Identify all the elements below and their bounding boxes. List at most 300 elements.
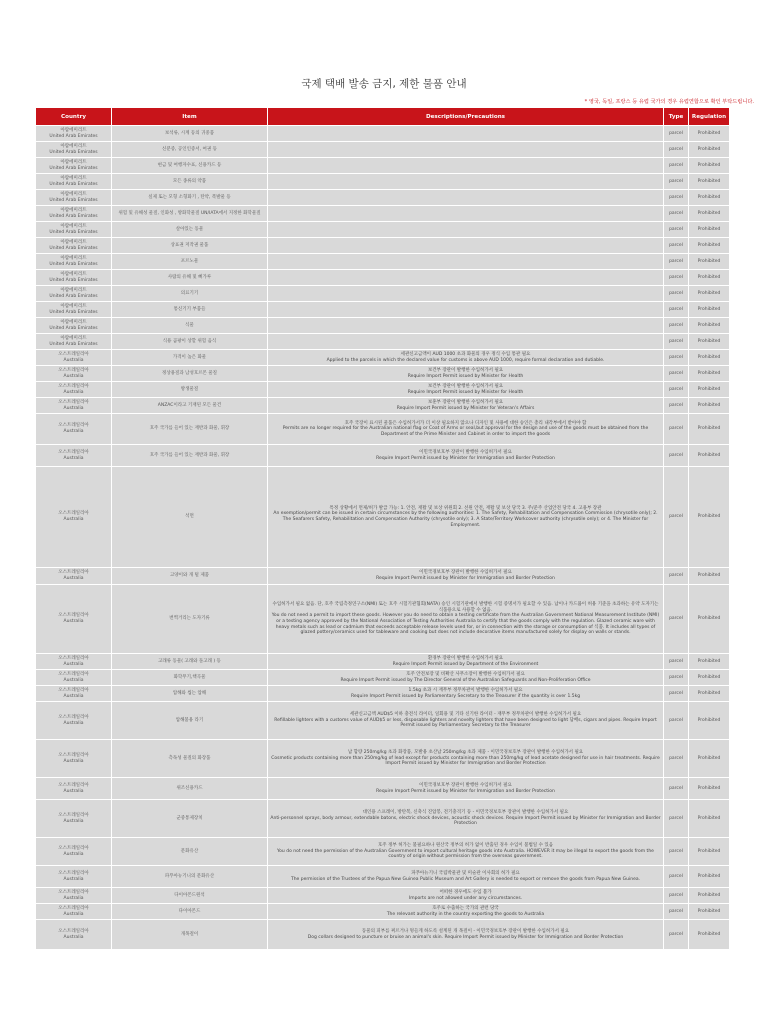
type-cell: parcel (664, 686, 688, 701)
country-cell (36, 686, 111, 701)
description-cell (268, 888, 663, 903)
country-english: Australia (63, 455, 84, 461)
table-row (36, 398, 729, 413)
type-cell: parcel (664, 467, 688, 567)
country-english: Australia (63, 357, 84, 363)
item-cell: 정상용질과 남성호르몬 물질 (112, 366, 267, 381)
country-cell (36, 318, 111, 333)
regulation-cell: Prohibited (689, 206, 729, 221)
description-cell (268, 445, 663, 466)
country-cell (36, 568, 111, 584)
description-english: An exemption/permit can be issued in certain circumstances by the following authorities: 1. The Safety, Rehabilitation and Compensation Commission (chrysotile only); 2. The Seafarers Safety, Rehabilitation and Compensation Authority (chrysotile only); 3. A State/Territory Workcover authority (chrysotile only); or 4. The Minister for Employment. (273, 511, 658, 528)
table-header-row (36, 108, 729, 125)
country-english: United Arab Emirates (49, 165, 98, 171)
country-english: United Arab Emirates (49, 245, 98, 251)
country-korean: 오스트레일리아 (58, 671, 89, 677)
description-korean: 호주 안전보장 및 비확산 사무소장이 발행한 수입허가서 필요 (406, 671, 525, 677)
country-korean: 오스트레일리아 (58, 889, 89, 895)
description-english: Require Import Permit issued by Department of the Environment (392, 661, 539, 667)
country-english: Australia (63, 693, 84, 699)
description-korean: 세관신고금액이 AUD 1000 초과 화물의 경우 정식 수입 통관 필요 (400, 351, 531, 357)
country-english: Australia (63, 720, 84, 726)
type-cell: parcel (664, 800, 688, 837)
description-english: Require Import Permit issued by Parliamentary Secretary to the Treasurer if the quantity is over 1.5kg (350, 693, 581, 699)
item-cell: ANZAC이라고 기재된 모든 물건 (112, 398, 267, 413)
country-english: Australia (63, 876, 84, 882)
item-cell: 문화유산 (112, 838, 267, 865)
description-korean: 1.5kg 초과 시 재무부 정무차관이 발행한 수입허가서 필요 (408, 687, 523, 693)
description-english: Require Import Permit issued by Minister for Immigration and Border Protection (376, 455, 555, 461)
item-cell: 번쩍거리는 도자기류 (112, 585, 267, 653)
description-english: Require Import Permit issued by Minister for Veteran's Affairs (396, 405, 535, 411)
description-english: You do not need a permit to import these goods. However you do need to obtain a testing certificate from the Australian Government National Measurement Institute (NMI) or a testing agency approved by the National Association of Testing Authorities Australia to certify that the goods comply with the regulation. Glazed ceramic ware with heavy metals such as lead or cadmium that exceeds acceptable release levels used for, or in connection with the storage or consumption of 식품. It includes all types of glazed pottery/ceramics used for tableware and cooking but does not include decorative items manufactured solely for display on walls or stands. (271, 613, 660, 636)
table-row (36, 270, 729, 285)
description-cell (268, 126, 663, 141)
item-cell: 측독성 물질의 화장품 (112, 740, 267, 777)
description-english: Require Import Permit issued by Minister for Immigration and Border Protection (376, 788, 555, 794)
country-english: Australia (63, 788, 84, 794)
description-cell (268, 350, 663, 365)
country-english: United Arab Emirates (49, 293, 98, 299)
type-cell: parcel (664, 398, 688, 413)
regulation-cell: Prohibited (689, 740, 729, 777)
regulation-cell: Prohibited (689, 158, 729, 173)
item-cell: 고양이와 개 털 제품 (112, 568, 267, 584)
country-cell (36, 778, 111, 799)
description-cell (268, 334, 663, 349)
country-korean: 오스트레일리아 (58, 423, 89, 429)
regulation-cell: Prohibited (689, 568, 729, 584)
country-korean: 아랍에미리트 (60, 319, 87, 325)
table-row (36, 190, 729, 205)
country-cell (36, 740, 111, 777)
regulation-cell: Prohibited (689, 702, 729, 739)
description-english: Imports are not allowed under any circumstances. (408, 895, 523, 901)
column-header-country: Country (36, 108, 111, 125)
item-cell: 신분증, 공인인증서, 여권 등 (112, 142, 267, 157)
table-body (36, 126, 729, 949)
country-cell (36, 190, 111, 205)
regulation-cell: Prohibited (689, 778, 729, 799)
item-cell: 방생물질 (112, 382, 267, 397)
item-cell: 개목걸이 (112, 920, 267, 949)
country-cell (36, 670, 111, 685)
description-cell (268, 740, 663, 777)
country-english: United Arab Emirates (49, 325, 98, 331)
item-cell: 통신기기 부품들 (112, 302, 267, 317)
description-english: Require Import Permit issued by Minister for Immigration and Border Protection (376, 576, 555, 581)
item-cell: 가격이 높은 화물 (112, 350, 267, 365)
description-cell (268, 286, 663, 301)
country-english: Australia (63, 818, 84, 824)
item-cell: 호주 국가를 들어 있는 재반과 화물, 휘장 (112, 414, 267, 444)
type-cell: parcel (664, 334, 688, 349)
description-korean: 대인용 스프레이, 방탄복, 신축식 진압봉, 전기충격기 등 - 이민국경보호부 장관이 발행한 수입허가서 필요 (362, 810, 569, 816)
type-cell: parcel (664, 366, 688, 381)
country-korean: 오스트레일리아 (58, 351, 89, 357)
description-english: Require Import Permit issued by Minister for Health (407, 389, 524, 395)
country-korean: 오스트레일리아 (58, 613, 89, 619)
item-cell: 고래류 동물( 고래와 돌고래 ) 등 (112, 654, 267, 669)
regulation-cell: Prohibited (689, 350, 729, 365)
description-cell (268, 702, 663, 739)
description-english: You do not need the permission of the Australian Government to import cultural heritage goods into Australia. HOWEVER it may be illegal to export the goods from the country of origin without permission from the overseas government. (277, 848, 654, 860)
table-row (36, 800, 729, 837)
table-row (36, 158, 729, 173)
type-cell: parcel (664, 286, 688, 301)
description-english: Cosmetic products containing more than 250mg/kg of lead except for products containing more than 250mg/kg of lead acetate designed for use in hair treatments. Require Import Permit issued by Minister for Immigration and Border Protection (271, 755, 660, 767)
description-cell (268, 366, 663, 381)
regulation-cell: Prohibited (689, 888, 729, 903)
country-cell (36, 904, 111, 919)
description-korean: 어떠한 경우에도 수입 불가 (439, 889, 492, 895)
item-cell: 식물 (112, 318, 267, 333)
table-row (36, 740, 729, 777)
regulation-cell: Prohibited (689, 270, 729, 285)
description-cell (268, 382, 663, 397)
country-english: United Arab Emirates (49, 229, 98, 235)
country-cell (36, 366, 111, 381)
description-korean: 세관신고금액 AUD$5 이하 충전식 라이터, 일회용 및 기타 신기한 라이터 - 재무부 정무차관이 발행한 수입허가서 필요 (349, 712, 582, 718)
description-cell (268, 654, 663, 669)
regulation-cell: Prohibited (689, 254, 729, 269)
country-cell (36, 445, 111, 466)
table-row (36, 142, 729, 157)
type-cell: parcel (664, 670, 688, 685)
country-cell (36, 585, 111, 653)
country-cell (36, 920, 111, 949)
description-cell (268, 568, 663, 584)
country-english: Australia (63, 517, 84, 522)
item-cell: 보석류, 시계 등의 귀중품 (112, 126, 267, 141)
country-korean: 오스트레일리아 (58, 870, 89, 876)
column-header-type: Type (664, 108, 688, 125)
country-korean: 아랍에미리트 (60, 207, 87, 213)
item-cell: 위험 및 유해성 물질, 인화성 , 방화학물질 UN/IATA에서 지정한 화학물질 (112, 206, 267, 221)
description-korean: 이민국경보호부 장관이 발행한 수입허가서 필요 (419, 782, 512, 788)
table-row (36, 238, 729, 253)
type-cell: parcel (664, 254, 688, 269)
table-row (36, 174, 729, 189)
item-cell: 살아있는 동물 (112, 222, 267, 237)
country-korean: 오스트레일리아 (58, 928, 89, 934)
item-cell: 호주 국가를 들어 있는 재반과 화물, 휘장 (112, 445, 267, 466)
country-english: Australia (63, 429, 84, 434)
country-cell (36, 382, 111, 397)
table-row (36, 838, 729, 865)
description-cell (268, 254, 663, 269)
type-cell: parcel (664, 568, 688, 584)
regulation-cell: Prohibited (689, 398, 729, 413)
description-cell (268, 142, 663, 157)
type-cell: parcel (664, 222, 688, 237)
country-korean: 아랍에미리트 (60, 159, 87, 165)
country-english: United Arab Emirates (49, 341, 98, 347)
country-korean: 오스트레일리아 (58, 511, 89, 517)
country-english: Australia (63, 911, 84, 917)
description-cell (268, 398, 663, 413)
description-english: Require Import Permit issued by The Director General of the Australian Safeguards and Non-Proliferation Office (340, 677, 591, 683)
country-english: United Arab Emirates (49, 181, 98, 187)
country-korean: 오스트레일리아 (58, 845, 89, 851)
country-cell (36, 888, 111, 903)
country-cell (36, 254, 111, 269)
country-cell (36, 702, 111, 739)
country-english: Australia (63, 389, 84, 395)
type-cell: parcel (664, 702, 688, 739)
description-cell (268, 920, 663, 949)
item-cell: 상표권 저작권 물품 (112, 238, 267, 253)
type-cell: parcel (664, 302, 688, 317)
regulation-cell: Prohibited (689, 670, 729, 685)
table-row (36, 686, 729, 701)
regulation-cell: Prohibited (689, 286, 729, 301)
country-cell (36, 350, 111, 365)
description-cell (268, 467, 663, 567)
type-cell: parcel (664, 414, 688, 444)
country-korean: 아랍에미리트 (60, 255, 87, 261)
type-cell: parcel (664, 318, 688, 333)
regulation-cell: Prohibited (689, 126, 729, 141)
country-english: United Arab Emirates (49, 197, 98, 203)
country-korean: 아랍에미리트 (60, 335, 87, 341)
regulation-cell: Prohibited (689, 414, 729, 444)
table-row (36, 670, 729, 685)
regulation-cell: Prohibited (689, 142, 729, 157)
country-note: * 영국, 독일, 프랑스 등 유럽 국가의 경우 유럽연합으로 확인 부탁드립니다. (584, 99, 754, 105)
country-korean: 오스트레일리아 (58, 905, 89, 911)
description-english: Permits are no longer required for the Australian national flag or Coat of Arms or seal,but approval for the design and use of the goods must be obtained from the Department of the Prime Minister and Cabinet in order to import the goods (282, 426, 649, 437)
country-cell (36, 286, 111, 301)
table-row (36, 366, 729, 381)
item-cell: 현금 및 여행자수표, 신용카드 등 (112, 158, 267, 173)
item-cell: 화학무기,핵곡물 (112, 670, 267, 685)
country-korean: 오스트레일리아 (58, 399, 89, 405)
type-cell: parcel (664, 838, 688, 865)
description-cell (268, 904, 663, 919)
table-row (36, 654, 729, 669)
country-english: Australia (63, 934, 84, 940)
country-english: United Arab Emirates (49, 213, 98, 219)
description-english: The relevant authority in the country exporting the goods to Australia (386, 911, 545, 917)
table-row (36, 888, 729, 903)
description-korean: 특정 상황에서 면제/허가 발급 가능: 1. 안전, 재활 및 보상 위원회 2. 선원 안전, 재활 및 보상 당국 3. 주/준주 산업안전 당국 4. 고용부 장관 (329, 505, 602, 511)
country-english: Australia (63, 661, 84, 667)
country-cell (36, 414, 111, 444)
table-row (36, 568, 729, 584)
regulation-cell: Prohibited (689, 302, 729, 317)
country-cell (36, 467, 111, 567)
country-korean: 오스트레일리아 (58, 782, 89, 788)
type-cell: parcel (664, 206, 688, 221)
type-cell: parcel (664, 904, 688, 919)
description-cell (268, 302, 663, 317)
type-cell: parcel (664, 585, 688, 653)
country-korean: 아랍에미리트 (60, 127, 87, 133)
item-cell: 의료기기 (112, 286, 267, 301)
description-korean: 호주 국장이 표시된 물품은 수입허가서가 더 이상 필요하지 않으나 디자인 및 사용에 대한 승인은 총리 내각부에서 받아야 함 (344, 420, 587, 426)
regulation-cell: Prohibited (689, 238, 729, 253)
table-row (36, 702, 729, 739)
type-cell: parcel (664, 778, 688, 799)
description-cell (268, 238, 663, 253)
table-row (36, 920, 729, 949)
type-cell: parcel (664, 920, 688, 949)
description-cell (268, 686, 663, 701)
country-cell (36, 838, 111, 865)
country-korean: 아랍에미리트 (60, 191, 87, 197)
description-korean: 호주로 수출하는 국가의 관련 당국 (432, 905, 499, 911)
country-korean: 아랍에미리트 (60, 271, 87, 277)
description-english: The permission of the Trustees of the Papua New Guinea Public Museum and Art Gallery is needed to export or remove the goods from Papua New Guinea. (290, 876, 641, 882)
country-english: Australia (63, 677, 84, 683)
table-row (36, 904, 729, 919)
description-cell (268, 158, 663, 173)
table-row (36, 445, 729, 466)
type-cell: parcel (664, 142, 688, 157)
restrictions-table (35, 107, 730, 950)
country-cell (36, 126, 111, 141)
country-cell (36, 334, 111, 349)
item-cell: 파푸아뉴기니의 문화유산 (112, 866, 267, 887)
description-cell (268, 174, 663, 189)
type-cell: parcel (664, 238, 688, 253)
country-cell (36, 142, 111, 157)
column-header-regulation: Regulation (689, 108, 729, 125)
item-cell: 다이아몬드 (112, 904, 267, 919)
country-english: Australia (63, 895, 84, 901)
item-cell: 포르노물 (112, 254, 267, 269)
description-english: Dog collars designed to puncture or bruise an animal's skin. Require Import Permit issued by Minister for Immigration and Border Protection (307, 934, 624, 940)
table-row (36, 585, 729, 653)
description-cell (268, 838, 663, 865)
description-cell (268, 866, 663, 887)
description-cell (268, 778, 663, 799)
item-cell: 식용 곰팡이 상할 위험 음식 (112, 334, 267, 349)
type-cell: parcel (664, 445, 688, 466)
regulation-cell: Prohibited (689, 445, 729, 466)
description-korean: 동물의 피부를 찌르거나 멍들게 하도록 설계된 개 목걸이 - 이민국경보호부 장관이 발행한 수입허가서 필요 (361, 928, 570, 934)
description-korean: 이민국경보호부 장관이 발행한 수입허가서 필요 (419, 449, 512, 455)
table-row (36, 206, 729, 221)
regulation-cell: Prohibited (689, 190, 729, 205)
country-english: Australia (63, 576, 84, 581)
column-header-descriptions: Descriptions/Precautions (268, 108, 663, 125)
description-korean: 보훈부 장관이 발행한 수입허가서 필요 (427, 399, 504, 405)
country-english: United Arab Emirates (49, 133, 98, 139)
description-cell (268, 190, 663, 205)
description-korean: 호주 정부 허가는 불필요하나 원산국 정부의 허가 없이 반출된 경우 수입이 불법일 수 있음 (377, 843, 554, 849)
country-cell (36, 866, 111, 887)
item-cell: 사람의 유해 및 뼈가루 (112, 270, 267, 285)
country-cell (36, 238, 111, 253)
regulation-cell: Prohibited (689, 686, 729, 701)
description-korean: 납 함량 250mg/kg 초과 화장품, 모발용 초산납 250mg/kg 초과 제품 - 이민국경보호부 장관이 발행한 수입허가서 필요 (347, 750, 584, 756)
item-cell: 실제 또는 모형 소형화기 , 탄약, 폭발물 등 (112, 190, 267, 205)
table-row (36, 414, 729, 444)
item-cell: 모든 종류의 약품 (112, 174, 267, 189)
table-row (36, 302, 729, 317)
country-korean: 오스트레일리아 (58, 449, 89, 455)
description-english: Refillable lighters with a customs value of AUD$5 or less, disposable lighters and novelty lighters that have been designed to light 담배s, cigars and pipes. Require Import Permit issued by Parliamentary Secretary to the Treasurer (274, 717, 657, 729)
country-korean: 아랍에미리트 (60, 175, 87, 181)
country-cell (36, 158, 111, 173)
regulation-cell: Prohibited (689, 467, 729, 567)
description-cell (268, 206, 663, 221)
country-english: Australia (63, 758, 84, 764)
country-korean: 오스트레일리아 (58, 752, 89, 758)
country-korean: 아랍에미리트 (60, 239, 87, 245)
type-cell: parcel (664, 158, 688, 173)
item-cell: 석면 (112, 467, 267, 567)
item-cell: 위조신용카드 (112, 778, 267, 799)
description-english: Applied to the parcels in which the declared value for customs is above AUD 1000, require formal declaration and dutiable. (326, 357, 605, 363)
country-english: Australia (63, 373, 84, 379)
description-cell (268, 800, 663, 837)
type-cell: parcel (664, 350, 688, 365)
regulation-cell: Prohibited (689, 382, 729, 397)
table-row (36, 286, 729, 301)
table-row (36, 222, 729, 237)
country-cell (36, 302, 111, 317)
description-english: Require Import Permit issued by Minister for Health (407, 373, 524, 379)
regulation-cell: Prohibited (689, 800, 729, 837)
description-cell (268, 318, 663, 333)
description-korean: 이민국경보호부 장관이 발행한 수입허가서 필요 (419, 570, 512, 576)
description-cell (268, 414, 663, 444)
table-row (36, 334, 729, 349)
country-korean: 오스트레일리아 (58, 570, 89, 576)
country-english: Australia (63, 619, 84, 624)
table-row (36, 382, 729, 397)
item-cell: 다이아몬드원석 (112, 888, 267, 903)
table-row (36, 866, 729, 887)
country-korean: 아랍에미리트 (60, 287, 87, 293)
regulation-cell: Prohibited (689, 222, 729, 237)
country-cell (36, 206, 111, 221)
country-korean: 오스트레일리아 (58, 367, 89, 373)
country-english: United Arab Emirates (49, 149, 98, 155)
description-korean: 파푸아뉴기니 국립박물관 및 미술관 이사회의 허가 필요 (411, 870, 520, 876)
country-cell (36, 654, 111, 669)
description-cell (268, 270, 663, 285)
country-korean: 아랍에미리트 (60, 223, 87, 229)
regulation-cell: Prohibited (689, 318, 729, 333)
table-row (36, 467, 729, 567)
country-korean: 오스트레일리아 (58, 714, 89, 720)
country-korean: 아랍에미리트 (60, 143, 87, 149)
item-cell: 군중통제장치 (112, 800, 267, 837)
country-cell (36, 174, 111, 189)
table-row (36, 254, 729, 269)
table-row (36, 126, 729, 141)
country-cell (36, 398, 111, 413)
type-cell: parcel (664, 190, 688, 205)
regulation-cell: Prohibited (689, 838, 729, 865)
type-cell: parcel (664, 740, 688, 777)
regulation-cell: Prohibited (689, 866, 729, 887)
description-cell (268, 670, 663, 685)
regulation-cell: Prohibited (689, 654, 729, 669)
type-cell: parcel (664, 382, 688, 397)
regulation-cell: Prohibited (689, 174, 729, 189)
description-korean: 보건부 장관이 발행한 수입허가서 필요 (427, 367, 504, 373)
description-korean: 수입허가서 필요 없음. 단, 호주 국립측정연구소(NMI) 또는 호주 시험기관협회(NATA) 승인 시험기관에서 발행한 시험 증명서가 필요할 수 있음. 납이나 카드뮴이 허용 기준을 초과하는 유약 도자기는 식품용으로 사용할 수 없음. (272, 602, 659, 613)
type-cell: parcel (664, 888, 688, 903)
item-cell: 압해와 씹는 압해 (112, 686, 267, 701)
description-cell (268, 222, 663, 237)
type-cell: parcel (664, 126, 688, 141)
